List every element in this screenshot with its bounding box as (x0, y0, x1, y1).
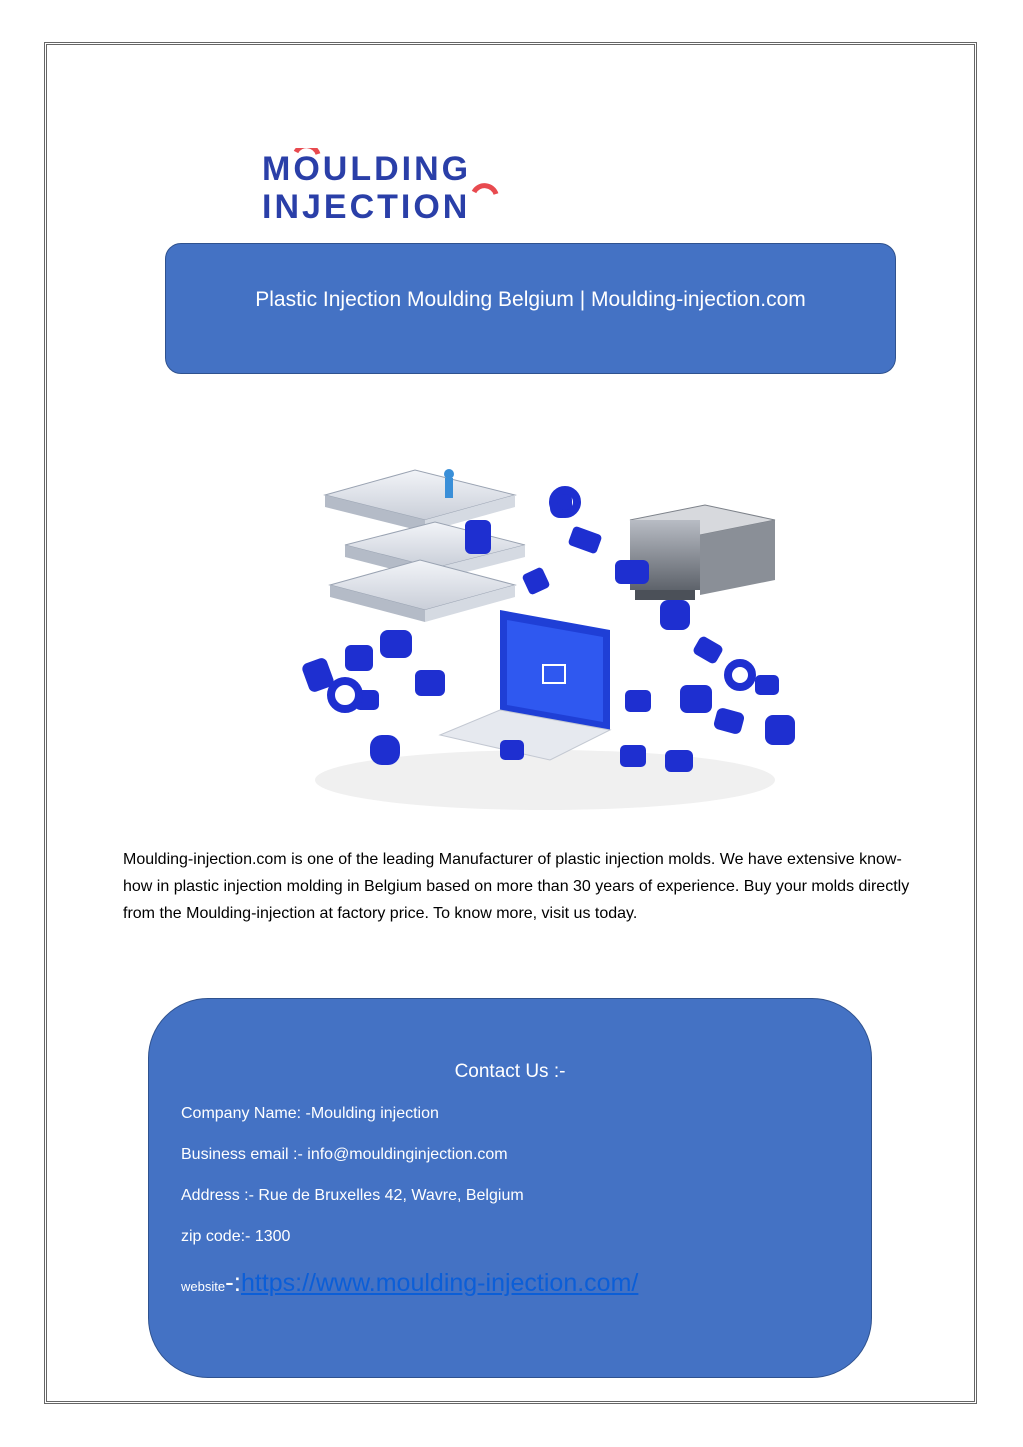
intro-paragraph: Moulding-injection.com is one of the leading Manufacturer of plastic injection molds. We have extensive know-how in plastic injection molding in Belgium based on more than 30 years of experience. Buy your molds directly from the Moulding-injection at factory price. To know more, visit us today. (123, 851, 910, 922)
logo-line1: MOULDING (262, 150, 472, 188)
company-name: Company Name: -Moulding injection (181, 1105, 439, 1122)
page-title: Plastic Injection Moulding Belgium | Moulding-injection.com (255, 288, 806, 311)
logo-line2: INJECTION (262, 188, 471, 220)
contact-title: Contact Us :- (454, 1061, 566, 1082)
zip-code: zip code:- 1300 (181, 1228, 291, 1245)
website-link[interactable]: https://www.moulding-injection.com/ (240, 1269, 639, 1297)
business-email: Business email :- info@mouldinginjection.com (181, 1146, 508, 1163)
contact-box (148, 998, 872, 1378)
website-label: website (181, 1279, 226, 1294)
website-line (181, 1267, 638, 1298)
injection-molding-illustration (285, 460, 805, 820)
brand-logo (262, 148, 552, 220)
website-separator: -: (225, 1267, 241, 1297)
title-banner (165, 243, 896, 374)
address: Address :- Rue de Bruxelles 42, Wavre, Belgium (181, 1187, 524, 1204)
